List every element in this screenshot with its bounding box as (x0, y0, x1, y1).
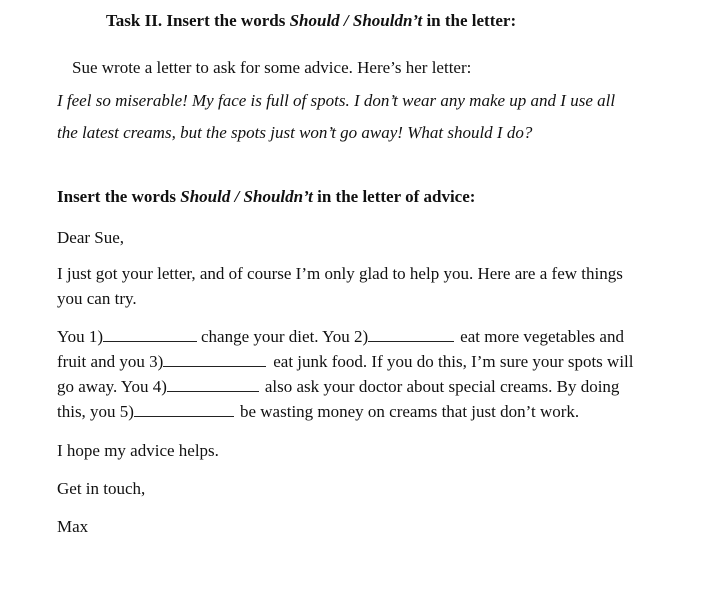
reply-greeting: Dear Sue, (57, 228, 125, 247)
sue-letter-line-2: the latest creams, but the spots just won’t go away! What should I do? (57, 123, 533, 142)
gap-line-4 (57, 402, 579, 422)
gap-line-3-text-b: also ask your doctor about special creams. By doing (264, 377, 620, 396)
gap-line-3 (57, 377, 619, 397)
task-title-words: Should / Shouldn’t (289, 11, 423, 30)
reply-signature: Max (57, 517, 89, 536)
blank-2[interactable] (368, 327, 454, 342)
instruction-prefix: Insert the words (57, 187, 181, 206)
gap-line-2 (57, 352, 634, 372)
gap-line-2-text-a: fruit and you 3) (57, 352, 164, 371)
reply-para1-line-2: you can try. (57, 289, 137, 308)
instruction-heading (57, 187, 475, 207)
intro-text: Sue wrote a letter to ask for some advice. Here’s her letter: (72, 58, 472, 77)
gap-line-4-text-b: be wasting money on creams that just don’t work. (239, 402, 580, 421)
gap-line-2-text-b: eat junk food. If you do this, I’m sure your spots will (273, 352, 634, 371)
gap-line-1-text-b: change your diet. You 2) (201, 327, 369, 346)
reply-para1-line-1: I just got your letter, and of course I’m only glad to help you. Here are a few things (57, 264, 623, 283)
gap-line-1-text-a: You 1) (57, 327, 103, 346)
instruction-words: Should / Shouldn’t (180, 187, 313, 206)
blank-3[interactable] (163, 352, 266, 367)
gap-line-1 (57, 327, 624, 347)
reply-closing-2: Get in touch, (57, 479, 146, 498)
task-title-suffix: in the letter: (422, 11, 517, 30)
blank-1[interactable] (103, 327, 197, 342)
blank-4[interactable] (167, 377, 259, 392)
blank-5[interactable] (134, 402, 234, 417)
gap-line-3-text-a: go away. You 4) (57, 377, 167, 396)
gap-line-4-text-a: this, you 5) (57, 402, 134, 421)
reply-closing-1: I hope my advice helps. (57, 441, 219, 460)
task-title-prefix: Task II. Insert the words (106, 11, 290, 30)
task-title (106, 11, 516, 31)
gap-line-1-text-c: eat more vegetables and (460, 327, 624, 346)
sue-letter-line-1: I feel so miserable! My face is full of spots. I don’t wear any make up and I use all (57, 91, 616, 110)
instruction-suffix: in the letter of advice: (312, 187, 476, 206)
